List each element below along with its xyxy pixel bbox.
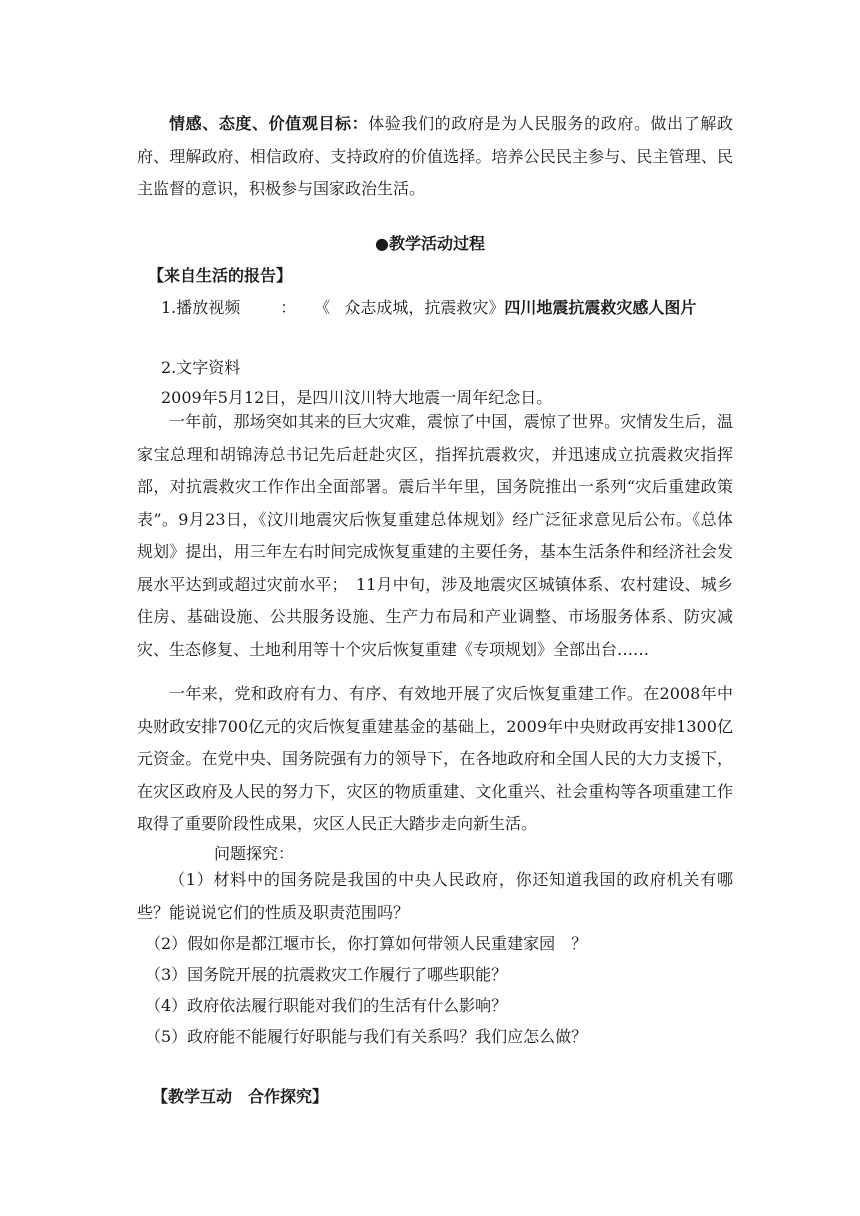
item1-video-title: 众志成城，抗震救灾》 <box>344 298 505 317</box>
item1-open-quote: 《 <box>314 298 331 317</box>
goals-paragraph <box>137 108 733 206</box>
question-1: （1）材料中的国务院是我国的中央人民政府，你还知道我国的政府机关有哪些？能说说它们的性质及职责范围吗？ <box>137 870 733 922</box>
report-heading: 【来自生活的报告】 <box>148 266 293 285</box>
process-title: ●教学活动过程 <box>375 234 485 253</box>
item1-bold-tail: 四川地震抗震救灾感人图片 <box>504 298 697 317</box>
question-3: （3）国务院开展的抗震救灾工作履行了哪些职能？ <box>145 965 508 984</box>
question-5: （5）政府能不能履行好职能与我们有关系吗？我们应怎么做？ <box>145 1027 588 1046</box>
material-paragraph-2: 一年来，党和政府有力、有序、有效地开展了灾后恢复重建工作。在2008年中央财政安排700亿元的灾后恢复重建基金的基础上，2009年中央财政再安排1300亿元资金。在党中央、国务院强有力的领导下，在各地政府和全国人民的大力支援下，在灾区政府及人民的努力下，灾区的物质重建、文化重兴、社会重构等各项重建工作取得了重要阶段性成果，灾区人民正大踏步走向新生活。 <box>137 684 733 833</box>
date-line: 2009年5月12日，是四川汶川特大地震一周年纪念日。 <box>161 388 553 407</box>
item1-colon: ： <box>280 298 297 317</box>
item2-label: 2.文字资料 <box>161 358 241 377</box>
question-2: （2）假如你是都江堰市长，你打算如何带领人民重建家园 ？ <box>145 934 588 953</box>
material-paragraph-1: 一年前，那场突如其来的巨大灾难，震惊了中国，震惊了世界。灾情发生后，温家宝总理和胡锦涛总书记先后赶赴灾区，指挥抗震救灾，并迅速成立抗震救灾指挥部，对抗震救灾工作作出全面部署。震后半年里，国务院推出一系列“灾后重建政策表”。9月23日，《汶川地震灾后恢复重建总体规划》经广泛征求意见后公布。《总体规划》提出，用三年左右时间完成恢复重建的主要任务，基本生活条件和经济社会发展水平达到或超过灾前水平； 11月中旬，涉及地震灾区城镇体系、农村建设、城乡住房、基础设施、公共服务设施、生产力布局和产业调整、市场服务体系、防灾减灾、生态修复、土地利用等十个灾后恢复重建《专项规划》全部出台…… <box>137 412 733 659</box>
item1-line <box>161 296 696 320</box>
item1-number: 1.播放视频 <box>161 298 241 317</box>
interaction-heading: 【教学互动 合作探究】 <box>152 1087 329 1106</box>
questions-label: 问题探究： <box>214 844 295 863</box>
goals-label: 情感、态度、价值观目标： <box>169 114 369 133</box>
goals-text: 体验我们的政府是为人民服务的政府。做出了解政府、理解政府、相信政府、支持政府的价值选择。培养公民民主参与、民主管理、民主监督的意识，积极参与国家政治生活。 <box>137 114 733 198</box>
question-4: （4）政府依法履行职能对我们的生活有什么影响？ <box>145 996 508 1015</box>
